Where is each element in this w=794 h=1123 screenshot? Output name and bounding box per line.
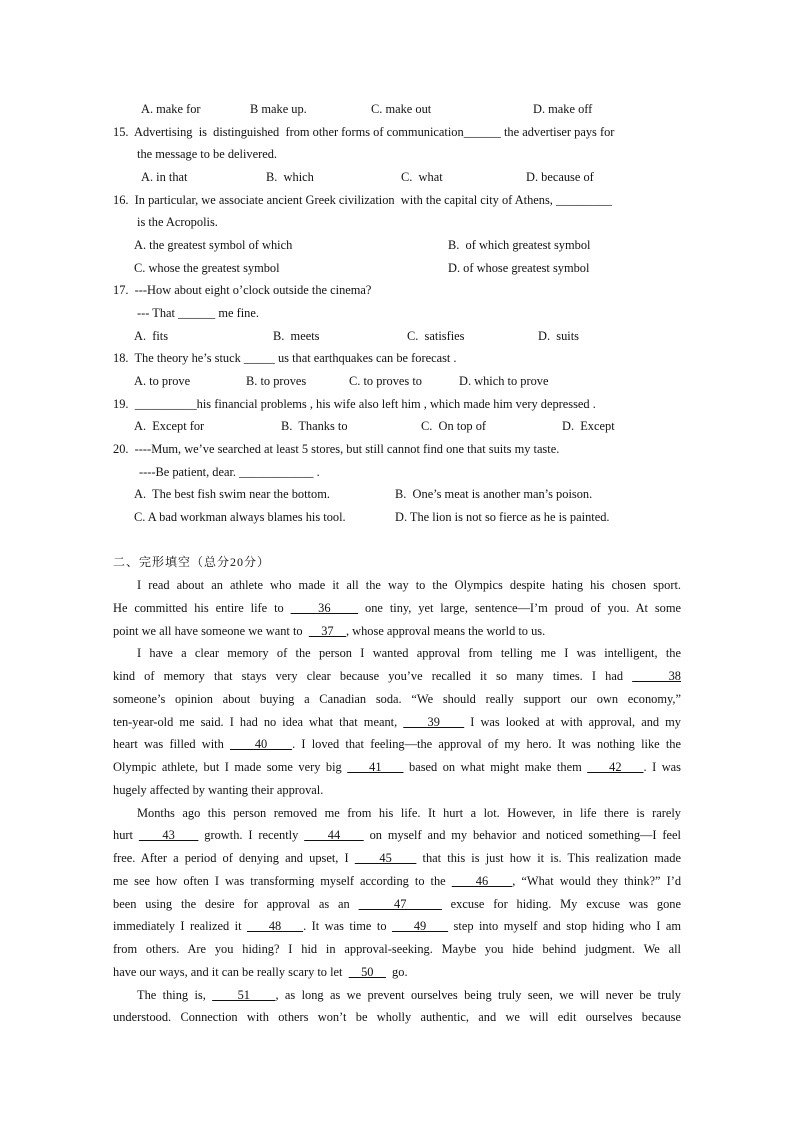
q15-stem-text: 15. Advertising is distinguished from other forms of communication: [113, 125, 464, 139]
passage-line: I read about an athlete who made it all the way to the Olympics despite hating his chosen sport.: [137, 578, 681, 592]
passage-line: I have a clear memory of the person I wanted approval from telling me I was intelligent, the: [137, 646, 681, 661]
passage-line: hurt 43 growth. I recently 44 on myself and my behavior and noticed something—I feel: [113, 828, 682, 843]
q15-option-d: D. because of: [526, 170, 594, 184]
cloze-blank: 37: [308, 623, 346, 638]
q17-stem-text: --- That: [137, 306, 179, 320]
q18-stem-text-end: us that earthquakes can be forecast .: [274, 351, 457, 365]
q19-option-b: B. Thanks to: [281, 419, 348, 433]
cloze-blank: 49: [392, 919, 449, 934]
q20-stem-line2: [139, 465, 320, 480]
passage-line: me see how often I was transforming myself according to the 46 , “What would they think?” I’d: [113, 873, 682, 888]
q19-option-d: D. Except: [562, 419, 615, 433]
q16-option-a: A. the greatest symbol of which: [134, 238, 293, 252]
passage-line: from others. Are you hiding? I hid in approval-seeking. Maybe you hide behind judgment. We all: [113, 942, 681, 956]
passage-line: The thing is, 51 , as long as we prevent ourselves being truly seen, we will never be truly: [137, 987, 682, 1002]
q19-option-a: A. Except for: [134, 419, 205, 433]
q18-option-b: B. to proves: [246, 374, 307, 388]
q16-option-b: B. of which greatest symbol: [448, 238, 591, 252]
passage-line: someone’s opinion about buying a Canadian soda. “We should really support our own economy,”: [113, 691, 681, 706]
cloze-blank: 39: [403, 714, 465, 729]
passage-line: Months ago this person removed me from his life. It hurt a lot. However, in life there is rarely: [137, 805, 681, 820]
cloze-blank: 41: [347, 760, 404, 774]
q16-blank: _________: [556, 193, 612, 207]
cloze-blank: 44: [304, 828, 364, 843]
section-title-cloze: 二、完形填空（总分20分）: [113, 555, 271, 569]
cloze-blank: 36: [290, 600, 359, 615]
passage-line: Olympic athlete, but I made some very big 41 based on what might make them 42 . I was: [113, 760, 682, 774]
passage-line: understood. Connection with others won’t be wholly authentic, and we will edit ourselves because: [113, 1010, 681, 1025]
passage-line: free. After a period of denying and upset, I 45 that this is just how it is. This realization made: [113, 851, 682, 865]
q17-stem-line1: 17. ---How about eight o’clock outside the cinema?: [113, 283, 372, 297]
q16-stem-line2: is the Acropolis.: [137, 215, 218, 229]
q17-option-b: B. meets: [273, 329, 320, 343]
q20-option-d: D. The lion is not so fierce as he is painted.: [395, 510, 610, 524]
q20-option-b: B. One’s meat is another man’s poison.: [395, 487, 593, 501]
q15-stem-text-end: the advertiser pays for: [500, 125, 615, 139]
cloze-blank: 47: [358, 896, 442, 911]
q19-blank: __________: [134, 397, 197, 411]
cloze-blank: 45: [354, 851, 417, 865]
q19-stem: [113, 397, 596, 412]
q15-option-b: B. which: [266, 170, 314, 184]
q15-stem-line1: [113, 125, 614, 140]
q18-blank: _____: [243, 351, 275, 365]
passage-line: point we all have someone we want to 37 , whose approval means the world to us.: [113, 623, 546, 638]
q17-stem-text-end: me fine.: [215, 306, 259, 320]
q18-option-a: A. to prove: [134, 374, 191, 388]
passage-line: been using the desire for approval as an 47 excuse for hiding. My excuse was gone: [113, 896, 682, 911]
passage-line: kind of memory that stays very clear because you’ve recalled it so many times. I had 38: [113, 669, 681, 683]
q14-option-a: A. make for: [141, 102, 201, 116]
cloze-blank: 38: [632, 669, 681, 683]
q17-blank: ______: [178, 306, 216, 320]
q16-stem-line1: [113, 193, 612, 208]
q19-option-c: C. On top of: [421, 419, 487, 433]
q19-stem-number: 19.: [113, 397, 135, 411]
passage-line: He committed his entire life to 36 one tiny, yet large, sentence—I’m proud of you. At some: [113, 600, 682, 615]
cloze-blank: 50: [348, 964, 386, 979]
q14-option-b: B make up.: [250, 102, 307, 116]
q18-option-c: C. to proves to: [349, 374, 422, 388]
q18-option-d: D. which to prove: [459, 374, 549, 388]
q17-stem-line2: [137, 306, 259, 321]
q18-stem: [113, 351, 457, 366]
q19-stem-text: his financial problems , his wife also left him , which made him very depressed .: [196, 397, 596, 411]
cloze-blank: 46: [451, 873, 513, 888]
cloze-blank: 43: [138, 828, 199, 843]
cloze-blank: 42: [587, 760, 644, 774]
q15-blank: ______: [463, 125, 501, 139]
q17-option-a: A. fits: [134, 329, 169, 343]
q20-stem-text: ----Be patient, dear.: [139, 465, 240, 479]
q14-option-c: C. make out: [371, 102, 432, 116]
q16-option-d: D. of whose greatest symbol: [448, 261, 590, 275]
cloze-blank: 48: [247, 919, 304, 934]
cloze-blank: 40: [230, 737, 293, 752]
q20-stem-text-end: .: [313, 465, 320, 479]
q20-option-a: A. The best fish swim near the bottom.: [134, 487, 330, 501]
q20-blank: ____________: [239, 465, 314, 479]
passage-line: have our ways, and it can be really scary to let 50 go.: [113, 964, 408, 979]
passage-line: heart was filled with 40 . I loved that feeling—the approval of my hero. It was nothing like the: [113, 737, 682, 752]
q16-option-c: C. whose the greatest symbol: [134, 261, 280, 275]
cloze-blank: 51: [212, 987, 276, 1002]
q15-option-c: C. what: [401, 170, 443, 184]
q17-option-d: D. suits: [538, 329, 579, 343]
q15-stem-line2: the message to be delivered.: [137, 147, 278, 161]
passage-line: immediately I realized it 48 . It was time to 49 step into myself and stop hiding who I am: [113, 919, 682, 934]
q14-option-d: D. make off: [533, 102, 593, 116]
q15-option-a: A. in that: [141, 170, 188, 184]
q20-option-c: C. A bad workman always blames his tool.: [134, 510, 346, 524]
passage-line: ten-year-old me said. I had no idea what that meant, 39 I was looked at with approval, and my: [113, 714, 681, 729]
passage-line: hugely affected by wanting their approval.: [113, 782, 324, 797]
q16-stem-text: 16. In particular, we associate ancient Greek civilization with the capital city of Athens,: [113, 193, 557, 207]
q18-stem-text: 18. The theory he’s stuck: [113, 351, 244, 365]
q20-stem-line1: 20. ----Mum, we’ve searched at least 5 stores, but still cannot find one that suits my taste.: [113, 442, 560, 456]
q17-option-c: C. satisfies: [407, 329, 465, 343]
